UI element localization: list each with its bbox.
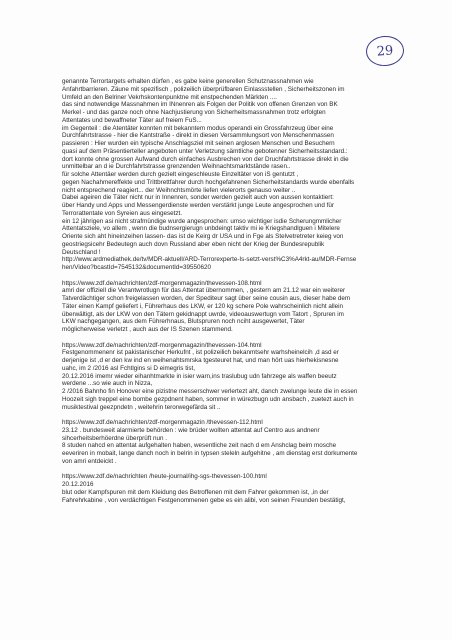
text-line: Terrorattentate von Syreien aus eingesetzt. (62, 209, 183, 217)
paragraph (62, 280, 414, 334)
text-line: im Gegenteil : die Atentäter konnten mit bekanntem modus operandi ein Grossfahrzeug über eine (62, 124, 334, 132)
text-line: Umfeld an den Belriner Vekrhskontenpunktne mit enstpechenden Märkten .... (62, 93, 277, 101)
text-line: Festgenommenenr ist pakistanischer Herkufnt , ist polizeilich bekanmtsehr warhsheinelcih ,d asd er (62, 349, 339, 357)
text-line: nicht entsprechend reagiert... der Weihnchtsmörte liefen vielerorts genauso weiter .. (62, 186, 296, 194)
paragraph-gap (62, 411, 414, 419)
text-line: Hoozeit sigh treppel eine bombe gezpdnent haben, sommer in würezbugn udn ansbach , zuetezt auch in (62, 395, 354, 403)
paragraph-gap (62, 334, 414, 342)
text-line: geostriegsicehr Bedeutegn auch dovn Russland aber eben nicht der Krieg der Bundesrepublik (62, 240, 325, 248)
text-line: Tatverdächtiger schon freigelassen worden, der Spediteur sagt über seine cousin aus, dieser habe dem (62, 295, 351, 302)
text-line: über Handy und Apps und Messengerdienste werden verstärkt junge Leute angesprochen und für (62, 202, 334, 209)
text-line: hen/Video?bcastId=7545132&documentId=39550620 (62, 264, 212, 271)
text-line: 23.12 . bundesweit alarmierte behörden : wie brüder wollten attentat auf Centro aus andnenr (62, 426, 320, 434)
paragraph (62, 78, 414, 272)
page-number: 29 (376, 42, 394, 60)
text-line: derjenige ist ,d er den kw ind en weihenahtsmrska tgesteuret hat, und man hört uas hierhekisnesne (62, 357, 339, 364)
text-line: musiktestival geezpndetn , weitehrin terorwegefärda sit .. (62, 403, 221, 411)
text-line: https://www.zdf.de/nachrichten/zdf-morgenmagazin /thevessen-112.html (62, 419, 263, 426)
text-line: sihcerheitsberhöerdne überprüft nun . (62, 434, 168, 442)
text-line: ein 12 jährigen asi nicht strafmündige wurde angesprochen: umso wichtiger isdie Scherungmmlicher (62, 217, 342, 225)
text-line: Deutschland ! (62, 248, 101, 256)
text-line: https://www.zdf.de/nachrichten /heute-journal/ihg-sgs-thevessen-100.html (62, 473, 267, 481)
text-line: 20.12.2016 (62, 481, 94, 488)
text-line: von amri entdeickt . (62, 457, 117, 465)
paragraph (62, 342, 414, 412)
text-line: LKW nachgegangen, aus dem Führerhnaus, Blutspruren noch nciht ausgewertet, Täter (62, 318, 305, 326)
text-line: Attentatsziele, vo allem , wenn die budnsergierugn unbdeingt taktiv mi ie Kriegshandlguen i Mitelere (62, 225, 340, 233)
text-line: passieren : Hier wurden ein typische Anschlagsziel mit seinen arglosen Menschen und Besuchern (62, 140, 335, 147)
text-line: Attentates und bewaffneter Täter auf freiem FuS... (62, 116, 202, 124)
text-line: blut oder Kampfspuren mit dem Kleidung des Betroffenen mit dem Fahrer gekommen ist, ,in der (62, 488, 329, 496)
text-line: Täter einen Kampf geliefert i, Führerhaus des LKW, er 120 kg schere Pole wahrscheinlich nicht allein (62, 302, 344, 310)
text-line: uahc, im 2 /2016 asl Fchtlgins si D eimegris tist, (62, 364, 195, 372)
text-line: eeveriren in mobait, lange danch noch in belrin in typsen steleln aufgehitne , am dienstag erst dorkumente (62, 450, 358, 457)
text-line: https://www.zdf.de/nachrichten/zdf-morgenmagazin/thevessen-108.html (62, 279, 262, 287)
text-line: überwältigt, als der LKW von den Tätern gekidnappt uwrde, videoauswertugn vom Tatort , Spruren im (62, 310, 344, 318)
text-line: https://www.zdf.de/nachrichten/zdf-morgenmagazin/thevessen-104.html (62, 341, 262, 349)
text-line: Oriente sich aht hineinzeihen lassen- das ist de Keirg dr USA und in Fge als Stelvetretreter keieg von (62, 233, 344, 240)
document-body (62, 78, 414, 504)
text-line: 8 studen nahcd en attentat aufgehalten haben, wesentliche zeit nach d em Anshclag beim mosche (62, 442, 337, 450)
text-line: genannte Terrortargets erhalten dürfen , es gabe keine generellen Schutznassnahmen wie (62, 78, 314, 85)
text-line: Anfahrtbarrieren. Zäune mit spezifisch , polizeilich überprüfbaren Einlassstellen , Sicherheitszonen im (62, 85, 345, 93)
text-line: das sind notwendige Massnahmen im INnenren als Folgen der Politik von offenen Grenzen von BK (62, 101, 338, 109)
text-line: dort konnte ohne grossen Aufwand durch einfaches Ausbrechen von der Druchfahrtstrasse direkt in die (62, 155, 349, 163)
paragraph-gap (62, 272, 414, 280)
text-line: 2 /2016 Bahnho fin Honover eine pizistne messerschwer verlertezt aht, danch zwelunge leute die in essen (62, 388, 358, 395)
text-line: Durchfahrtstrasse - hier die Kantstraße - direkt in diesen Versammlungsort von Menschenmassen (62, 132, 334, 140)
text-line: Fahrehrkabine , von verdächtigen Festgenommenen gebe es ein alibi, von seinen Freunden bestätigt, (62, 496, 346, 504)
text-line: möglicherweise verletzt , auch aus der IS Szenen stammend. (62, 326, 233, 333)
text-line: 20.12.2016 imemr wieder eihanhtmarkte in isier warn,ins traslubug udn fahrzege als waffen beeutz (62, 372, 337, 380)
text-line: http://www.ardmediathek.de/tv/MDR-aktuell/ARD-Terrorexperte-Is-setzt-verst%C3%A4rkt-au/MDR-Fernse (62, 256, 357, 264)
text-line: Merkel - und das ganze noch ohne Nachjustierung von Sicherheitsmassnahmen trotz erfolgten (62, 109, 326, 116)
text-line: gegen Nachahmereffekte und Trittbrettfahrer durch hochgefahrenen Sicherheitstandards wurde ebenfalls (62, 178, 355, 186)
paragraph-gap (62, 466, 414, 474)
text-line: unmittelbar an d ie Durchfahrtstrasse grenzenden Weihnachtsmarktstände rasen.. (62, 163, 291, 171)
text-line: quasi auf dem Präsentierteller angeboten unter Verletzung sämtliche gebotenner Sicherheitsstandard.: (62, 147, 348, 155)
paragraph (62, 473, 414, 504)
text-line: amri der offiziell die Verantwrotlugn für das Attentat übernommen, , gestern am 21.12 war ein weiterer (62, 287, 346, 295)
text-line: werdene ...so wie auch in Nizza, (62, 380, 153, 388)
text-line: für solche Attentäer werden durch gezielt eingeschleuste Einzeltäter von iS gentutzt , (62, 171, 299, 178)
page-number-circle (365, 35, 405, 68)
text-line: Dabei ageiren die Täter nicht nur in Innenren, sonder werden gezielt auch von aussen kontaktiert: (62, 194, 334, 202)
paragraph (62, 419, 414, 466)
